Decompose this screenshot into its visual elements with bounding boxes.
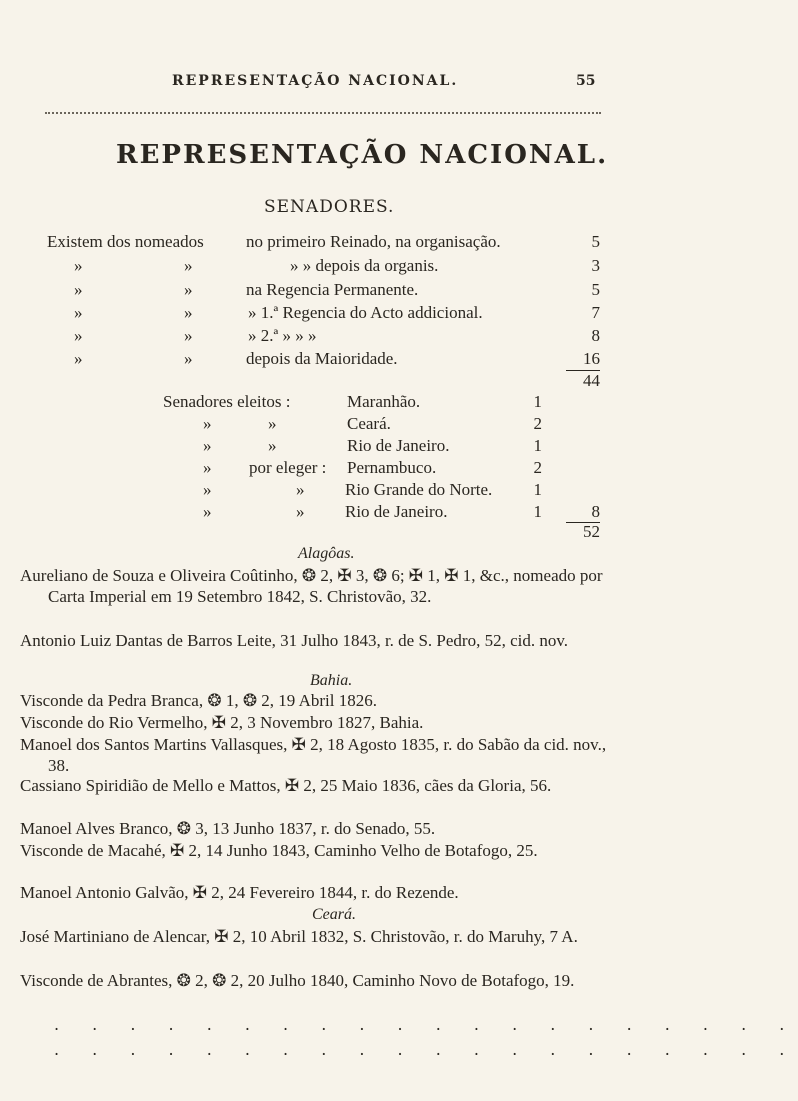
- eleitos-row-5-value: 1: [533, 502, 542, 521]
- existem-row-4-value: 8: [591, 326, 600, 345]
- entry-bahia-7-text: Manoel Antonio Galvão, ✠ 2, 24 Fevereiro 1844, r. do Rezende.: [20, 883, 459, 902]
- eleitos-row-5-ditto: »: [203, 502, 212, 521]
- existem-row-5-ditto-b: »: [184, 349, 193, 368]
- ellipsis-row-1: . . . . . . . . . . . . . . . . . . . .: [54, 1015, 798, 1034]
- existem-row-5-desc: depois da Maioridade.: [246, 349, 398, 368]
- entry-bahia-6: [20, 840, 630, 861]
- existem-row-3-value: 7: [591, 303, 600, 322]
- existem-row-5-ditto: »: [74, 349, 83, 368]
- running-header: REPRESENTAÇÃO NACIONAL.: [172, 73, 459, 89]
- eleitos-row-1-value: 2: [533, 414, 542, 433]
- entry-alagoas-1: [20, 565, 630, 607]
- eleitos-row-3-value: 2: [533, 458, 542, 477]
- section-subtitle: SENADORES.: [264, 197, 395, 217]
- existem-row-2-value: 5: [591, 280, 600, 299]
- eleitos-row-4-ditto: »: [203, 480, 212, 499]
- eleitos-row-1-ditto: »: [203, 414, 212, 433]
- existem-row-0-desc: no primeiro Reinado, na organisação.: [246, 232, 501, 251]
- entry-bahia-3-text: Manoel dos Santos Martins Vallasques, ✠ 2, 18 Agosto 1835, r. do Sabão da cid. nov., 38.: [20, 735, 607, 775]
- eleitos-row-2-ditto: »: [203, 436, 212, 455]
- existem-row-4-desc: » 2.ª » » »: [248, 326, 317, 345]
- existem-row-4-ditto: »: [74, 326, 83, 345]
- section-alagoas: Alagôas.: [298, 545, 355, 562]
- entry-alagoas-2: [20, 630, 630, 651]
- eleitos-row-0-label: Senadores eleitos :: [163, 392, 291, 411]
- section-ceara: Ceará.: [312, 906, 356, 923]
- eleitos-row-3-ditto: »: [203, 458, 212, 477]
- entry-ceara-1: [20, 926, 630, 947]
- eleitos-row-4-value: 1: [533, 480, 542, 499]
- eleitos-row-4-province: Rio Grande do Norte.: [345, 480, 493, 499]
- existem-row-2-desc: na Regencia Permanente.: [246, 280, 419, 299]
- eleitos-row-1-province: Ceará.: [347, 414, 391, 433]
- existem-row-1-desc: » » depois da organis.: [290, 256, 439, 275]
- entry-bahia-2: [20, 712, 630, 733]
- existem-row-3-desc: » 1.ª Regencia do Acto addicional.: [248, 303, 483, 322]
- existem-row-5-value: 16: [583, 349, 600, 368]
- eleitos-row-0-province: Maranhão.: [347, 392, 421, 411]
- entry-ceara-2: [20, 970, 630, 991]
- existem-row-0-label: Existem dos nomeados: [47, 232, 204, 251]
- entry-ceara-2-text: Visconde de Abrantes, ❂ 2, ❂ 2, 20 Julho 1840, Caminho Novo de Botafogo, 19.: [20, 971, 575, 990]
- entry-bahia-1-text: Visconde da Pedra Branca, ❂ 1, ❂ 2, 19 Abril 1826.: [20, 691, 378, 710]
- page-title: REPRESENTAÇÃO NACIONAL.: [116, 140, 609, 170]
- entry-bahia-5: [20, 818, 630, 839]
- eleitos-row-2-value: 1: [533, 436, 542, 455]
- entry-bahia-5-text: Manoel Alves Branco, ❂ 3, 13 Junho 1837, r. do Senado, 55.: [20, 819, 436, 838]
- entry-ceara-1-text: José Martiniano de Alencar, ✠ 2, 10 Abril 1832, S. Christovão, r. do Maruhy, 7 A.: [20, 927, 578, 946]
- existem-row-3-ditto: »: [74, 303, 83, 322]
- existem-row-3-ditto-b: »: [184, 303, 193, 322]
- entry-alagoas-2-text: Antonio Luiz Dantas de Barros Leite, 31 Julho 1843, r. de S. Pedro, 52, cid. nov.: [20, 631, 569, 650]
- entry-bahia-3: [20, 734, 630, 776]
- eleitos-row-3-label-b: por eleger :: [249, 458, 327, 477]
- existem-row-2-ditto-b: »: [184, 280, 193, 299]
- existem-row-2-ditto: »: [74, 280, 83, 299]
- grand-total: 52: [583, 522, 600, 541]
- existem-row-4-ditto-b: »: [184, 326, 193, 345]
- section-bahia: Bahia.: [310, 672, 353, 689]
- eleitos-row-5-ditto-b: »: [296, 502, 305, 521]
- existem-row-1-ditto-b: »: [184, 256, 193, 275]
- eleitos-total: 8: [591, 502, 600, 521]
- entry-alagoas-1-text: Aureliano de Souza e Oliveira Coûtinho, ❂ 2, ✠ 3, ❂ 6; ✠ 1, ✠ 1, &c., nomeado por Carta Imperial em 19 Setembro 1842, S. Christovão, 32.: [20, 566, 603, 606]
- entry-bahia-6-text: Visconde de Macahé, ✠ 2, 14 Junho 1843, Caminho Velho de Botafogo, 25.: [20, 841, 538, 860]
- eleitos-row-4-ditto-b: »: [296, 480, 305, 499]
- subtotal-value: 44: [583, 371, 600, 390]
- eleitos-row-5-province: Rio de Janeiro.: [345, 502, 448, 521]
- entry-bahia-7: [20, 882, 630, 903]
- existem-row-1-value: 3: [591, 256, 600, 275]
- eleitos-row-0-value: 1: [533, 392, 542, 411]
- entry-bahia-1: [20, 690, 630, 711]
- eleitos-row-2-ditto-b: »: [268, 436, 277, 455]
- eleitos-row-3-province: Pernambuco.: [347, 458, 437, 477]
- header-rule: [45, 112, 601, 114]
- entry-bahia-4: [20, 775, 630, 796]
- page-number: 55: [576, 73, 596, 89]
- entry-bahia-4-text: Cassiano Spiridião de Mello e Mattos, ✠ 2, 25 Maio 1836, cães da Gloria, 56.: [20, 776, 552, 795]
- entry-bahia-2-text: Visconde do Rio Vermelho, ✠ 2, 3 Novembro 1827, Bahia.: [20, 713, 424, 732]
- ellipsis-row-2: . . . . . . . . . . . . . . . . . . . .: [54, 1040, 798, 1059]
- existem-row-0-value: 5: [591, 232, 600, 251]
- eleitos-row-1-ditto-b: »: [268, 414, 277, 433]
- existem-row-1-ditto: »: [74, 256, 83, 275]
- eleitos-row-2-province: Rio de Janeiro.: [347, 436, 450, 455]
